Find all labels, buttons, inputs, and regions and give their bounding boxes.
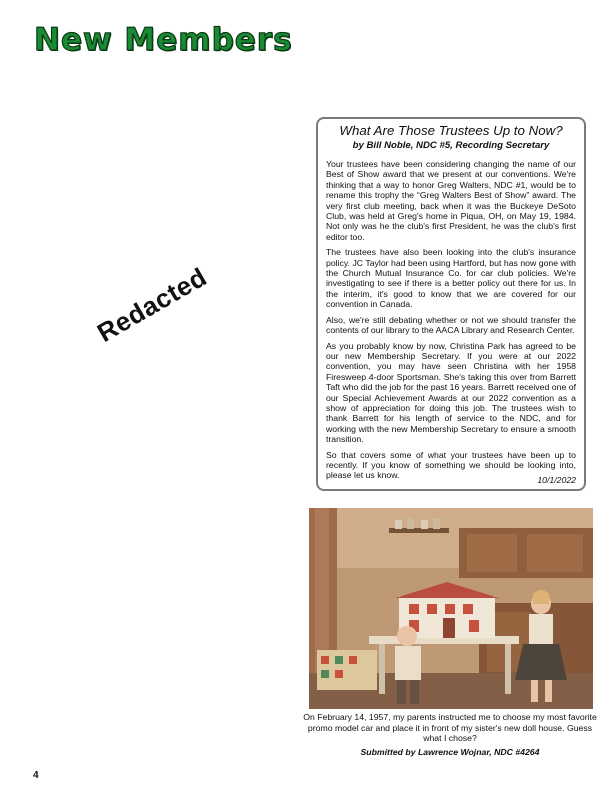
article-byline: by Bill Noble, NDC #5, Recording Secretary: [352, 140, 550, 151]
trustees-article-box: [316, 117, 586, 491]
article-date: 10/1/2022: [537, 475, 576, 485]
article-paragraph: The trustees have also been looking into the club's insurance policy. JC Taylor had been using Hartford, but has now gone with the Church Mutual Insurance Co. for car club policies. We're investigating to see if there is a better policy out there for us. In the interim, it's good to know that we are covered for our convention in Canada.: [326, 247, 576, 310]
vintage-photo: [309, 508, 593, 709]
photo-credit: Submitted by Lawrence Wojnar, NDC #4264: [360, 747, 540, 757]
photo-caption: On February 14, 1957, my parents instructed me to choose my most favorite promo model car and place it in front of my sister's new doll house. Guess what I chose?: [303, 712, 597, 744]
redacted-member-list: [34, 70, 280, 750]
redacted-member-list-right: [320, 50, 590, 112]
page-title: New Members: [34, 22, 293, 58]
article-paragraph: So that covers some of what your trustees have been up to recently. If you know of something we should be looking into, please let us know.: [326, 449, 576, 481]
vintage-photo-illustration: [309, 508, 593, 709]
article-paragraph: Your trustees have been considering changing the name of our Best of Show award that we present at our conventions. We're thinking that a way to honor Greg Walters, NDC #1, would be to rename this trophy the “Greg Walters Best of Show” award. The very first club meeting, back when it was the Buckeye DeSoto Club, was held at Greg's home in Piqua, OH, on May 19, 1984. Not only was he the club's first President, he was the club's first editor too.: [326, 159, 576, 242]
page-number: 4: [33, 770, 39, 781]
article-paragraph: Also, we're still debating whether or not we should transfer the contents of our library to the AACA Library and Research Center.: [326, 314, 576, 336]
redacted-stamp: Redacted: [92, 261, 212, 348]
article-title: What Are Those Trustees Up to Now?: [339, 123, 563, 138]
article-paragraph: As you probably know by now, Christina Park has agreed to be our new Membership Secretary. If you were at our 2022 convention, you may have seen Christina with her 1958 Firesweep 4-door Sportsman. She's taking this over from Barrett Taft who did the job for the past 16 years. Barrett received one of our Special Achievement Awards at our 2022 convention as a show of appreciation for doing this job. The trustees wish to thank Barrett for his length of service to the NDC, and for working with the new Membership Secretary to ensure a smooth transition.: [326, 340, 576, 445]
